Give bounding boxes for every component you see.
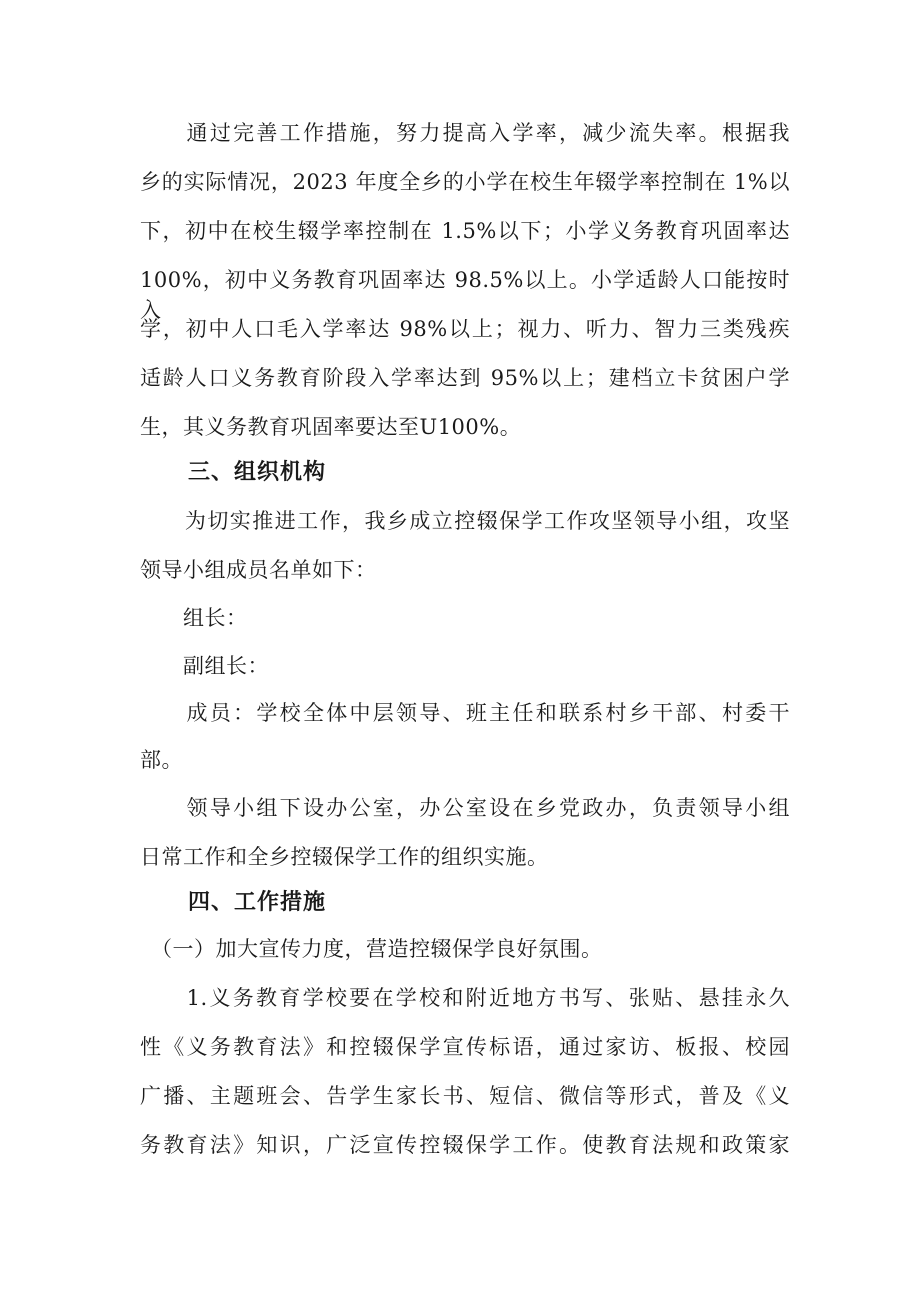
- deputy-leader-line: 副组长：: [140, 654, 269, 678]
- paragraph-line: 领导小组成员名单如下：: [140, 558, 377, 582]
- section-heading: 四、工作措施: [188, 890, 327, 915]
- paragraph-line: 为切实推进工作，我乡成立控辍保学工作攻坚领导小组，攻坚: [140, 509, 790, 533]
- paragraph-line: 乡的实际情况，2023 年度全乡的小学在校生年辍学率控制在 1%以: [140, 170, 790, 194]
- leader-line: 组长：: [140, 606, 248, 630]
- paragraph-line: 下，初中在校生辍学率控制在 1.5%以下；小学义务教育巩固率达: [140, 219, 790, 243]
- paragraph-line: 领导小组下设办公室，办公室设在乡党政办，负责领导小组: [140, 796, 790, 820]
- paragraph-line: 务教育法》知识，广泛宣传控辍保学工作。使教育法规和政策家: [140, 1133, 790, 1157]
- section-heading: 三、组织机构: [188, 460, 327, 485]
- paragraph-line: 1.义务教育学校要在学校和附近地方书写、张贴、悬挂永久: [140, 986, 790, 1010]
- paragraph-line: 广播、主题班会、告学生家长书、短信、微信等形式，普及《义: [140, 1084, 790, 1108]
- members-line: 部。: [140, 748, 183, 772]
- paragraph-line: 日常工作和全乡控辍保学工作的组织实施。: [140, 845, 549, 869]
- paragraph-line: 适龄人口义务教育阶段入学率达到 95%以上；建档立卡贫困户学: [140, 366, 790, 390]
- paragraph-line: 性《义务教育法》和控辍保学宣传标语，通过家访、板报、校园: [140, 1035, 790, 1059]
- members-line: 成员：学校全体中层领导、班主任和联系村乡干部、村委干: [140, 701, 790, 725]
- paragraph-line: 学，初中人口毛入学率达 98%以上；视力、听力、智力三类残疾: [140, 317, 790, 341]
- paragraph-line: 生，其义务教育巩固率要达至U100%。: [140, 415, 522, 439]
- paragraph-line: 100%，初中义务教育巩固率达 98.5%以上。小学适龄人口能按时入: [140, 268, 790, 322]
- subsection-heading: （一）加大宣传力度，营造控辍保学良好氛围。: [140, 937, 603, 961]
- paragraph-line: 通过完善工作措施，努力提高入学率，减少流失率。根据我: [140, 121, 790, 145]
